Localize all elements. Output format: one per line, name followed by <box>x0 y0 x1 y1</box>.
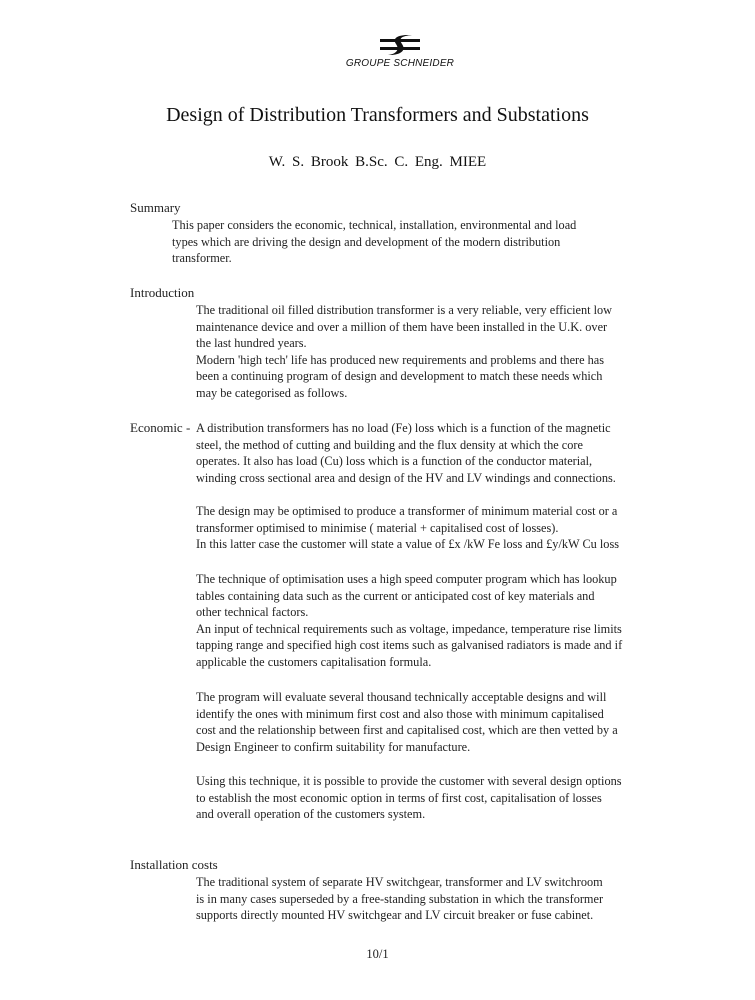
text-line: and overall operation of the customers system. <box>196 807 426 822</box>
introduction-text <box>196 302 612 402</box>
text-line: Design Engineer to confirm suitability for manufacture. <box>196 739 471 754</box>
economic-paragraph-5 <box>196 773 622 823</box>
text-line: may be categorised as follows. <box>196 385 348 400</box>
text-line: An input of technical requirements such as voltage, impedance, temperature rise limits <box>196 621 622 636</box>
text-line: is in many cases superseded by a free-standing substation in which the transformer <box>196 891 604 906</box>
economic-heading: Economic - <box>130 420 191 435</box>
economic-paragraph-1 <box>196 420 616 486</box>
summary-heading: Summary <box>130 200 181 215</box>
logo-text: GROUPE SCHNEIDER <box>345 58 455 69</box>
introduction-heading: Introduction <box>130 285 195 300</box>
text-line: cost and the relationship between first and capitalised cost, which are then vetted by a <box>196 723 618 738</box>
text-line: applicable the customers capitalisation formula. <box>196 654 432 669</box>
text-line: the last hundred years. <box>196 336 307 351</box>
economic-paragraph-4 <box>196 689 618 755</box>
text-line: tables containing data such as the current or anticipated cost of key materials and <box>196 588 595 603</box>
text-line: identify the ones with minimum first cost and also those with minimum capitalised <box>196 706 604 721</box>
text-line: Using this technique, it is possible to provide the customer with several design options <box>196 774 622 788</box>
text-line: types which are driving the design and development of the modern distribution <box>172 234 561 249</box>
text-line: operates. It also has load (Cu) loss which is a function of the conductor material, <box>196 454 593 469</box>
text-line: transformer. <box>172 251 232 266</box>
text-line: The program will evaluate several thousand technically acceptable designs and will <box>196 690 607 704</box>
text-line: supports directly mounted HV switchgear and LV circuit breaker or fuse cabinet. <box>196 908 594 923</box>
text-line: maintenance device and over a million of them have been installed in the U.K. over <box>196 319 608 334</box>
text-line: to establish the most economic option in terms of first cost, capitalisation of losses <box>196 790 602 805</box>
page-number: 10/1 <box>366 947 389 961</box>
text-line: A distribution transformers has no load (Fe) loss which is a function of the magnetic <box>196 421 611 435</box>
text-line: The traditional system of separate HV switchgear, transformer and LV switchroom <box>196 875 603 889</box>
text-line: other technical factors. <box>196 605 309 620</box>
text-line: Modern 'high tech' life has produced new requirements and problems and there has <box>196 352 605 367</box>
economic-paragraph-3 <box>196 571 622 671</box>
text-line: The design may be optimised to produce a transformer of minimum material cost or a <box>196 504 618 518</box>
text-line: transformer optimised to minimise ( material + capitalised cost of losses). <box>196 520 559 535</box>
text-line: steel, the method of cutting and building and the flux density at which the core <box>196 437 583 452</box>
text-line: The traditional oil filled distribution transformer is a very reliable, very efficient low <box>196 303 613 317</box>
text-line: In this latter case the customer will state a value of £x /kW Fe loss and £y/kW Cu loss <box>196 537 620 552</box>
company-logo <box>340 34 460 69</box>
text-line: tapping range and specified high cost items such as galvanised radiators is made and if <box>196 638 623 653</box>
summary-text <box>172 217 576 267</box>
installation-heading: Installation costs <box>130 857 218 872</box>
document-title: Design of Distribution Transformers and Substations <box>166 104 589 126</box>
schneider-logo-icon <box>378 34 422 56</box>
text-line: been a continuing program of design and development to match these needs which <box>196 369 603 384</box>
text-line: This paper considers the economic, technical, installation, environmental and load <box>172 218 577 232</box>
text-line: The technique of optimisation uses a high speed computer program which has lookup <box>196 572 617 586</box>
text-line: winding cross sectional area and design of the HV and LV windings and connections. <box>196 470 616 485</box>
economic-paragraph-2 <box>196 503 619 553</box>
installation-text <box>196 874 603 924</box>
author-line: W. S. Brook B.Sc. C. Eng. MIEE <box>268 154 487 170</box>
